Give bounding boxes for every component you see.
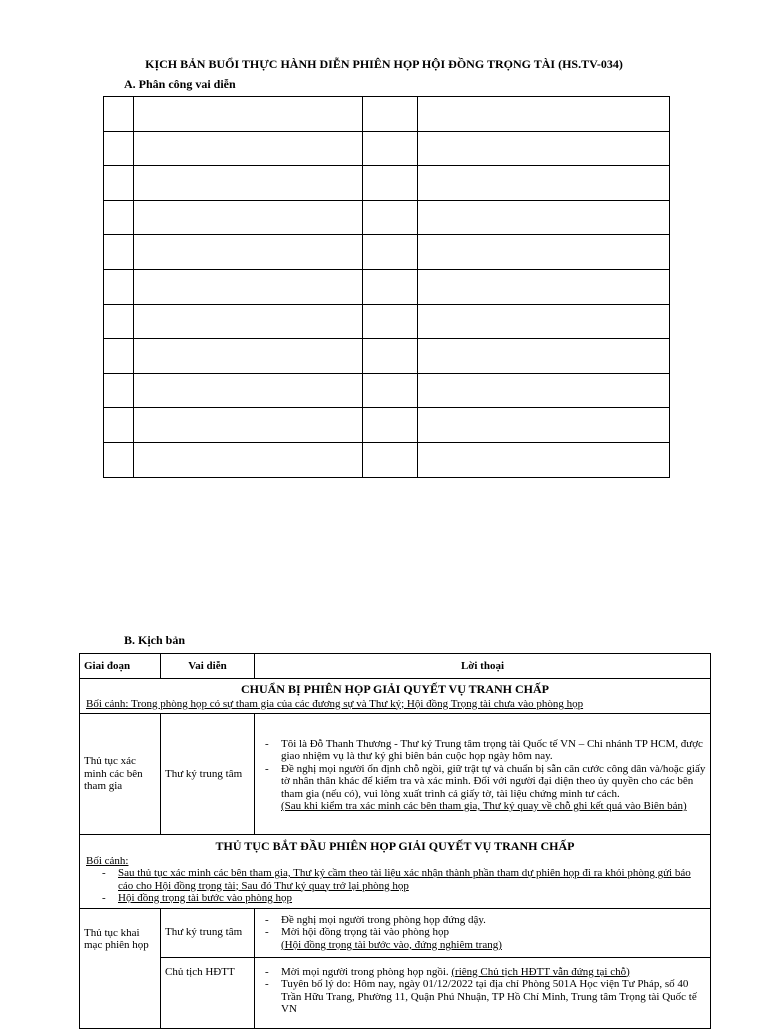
list-item: - Mời hội đồng trọng tài vào phòng họp (Hội đồng trọng tài bước vào, đứng nghiêm trang) — [255, 926, 706, 951]
table-row — [104, 339, 670, 374]
chair-note: (riêng Chủ tịch HĐTT vẫn đứng tại chỗ) — [451, 965, 630, 978]
table-cell — [104, 166, 134, 201]
table-cell — [363, 373, 418, 408]
table-cell — [134, 131, 363, 166]
table-cell — [104, 442, 134, 477]
table-cell — [134, 166, 363, 201]
table-cell — [104, 269, 134, 304]
stage2-role2-cell: Chủ tịch HĐTT — [161, 957, 255, 1028]
table-row — [104, 442, 670, 477]
table-row — [104, 97, 670, 132]
table-cell — [134, 97, 363, 132]
roles-table — [103, 96, 670, 478]
table-cell — [104, 131, 134, 166]
table-cell — [418, 269, 670, 304]
stage1-title: CHUẨN BỊ PHIÊN HỌP GIẢI QUYẾT VỤ TRANH CHẤP — [240, 682, 550, 696]
stage2-row-chair — [80, 957, 711, 1028]
stage2-phase-cell: Thủ tục khai mạc phiên họp — [80, 908, 161, 1028]
table-row — [104, 131, 670, 166]
table-cell — [134, 235, 363, 270]
table-cell — [363, 200, 418, 235]
table-cell — [363, 339, 418, 374]
script-header-row — [80, 654, 711, 679]
stage1-dialogue-cell — [255, 714, 711, 835]
table-cell — [418, 97, 670, 132]
table-cell — [418, 373, 670, 408]
table-cell — [134, 339, 363, 374]
table-cell — [104, 235, 134, 270]
table-cell — [418, 200, 670, 235]
table-cell — [104, 200, 134, 235]
table-cell — [104, 304, 134, 339]
header-role: Vai diễn — [161, 654, 255, 679]
table-cell — [134, 442, 363, 477]
table-cell — [134, 408, 363, 443]
list-item: - Tuyên bố lý do: Hôm nay, ngày 01/12/2022 tại địa chỉ Phòng 501A Học viện Tư Pháp, số 40 Trần Hữu Trang, Phường 11, Quận Phú Nhuận, TP Hồ Chí Minh, Trung tâm Trọng tài Quốc tế VN — [255, 978, 706, 1016]
table-cell — [418, 339, 670, 374]
stage2-heading-row — [80, 835, 711, 909]
table-cell — [104, 408, 134, 443]
table-cell — [134, 269, 363, 304]
table-row — [104, 373, 670, 408]
table-cell — [363, 235, 418, 270]
table-cell — [104, 339, 134, 374]
stage1-row — [80, 714, 711, 835]
header-dialogue: Lời thoại — [255, 654, 711, 679]
stage1-context: Bối cảnh: Trong phòng họp có sự tham gia của các đương sự và Thư ký; Hội đồng Trọng tài chưa vào phòng họp — [86, 697, 584, 710]
table-row — [104, 269, 670, 304]
header-phase: Giai đoạn — [80, 654, 161, 679]
section-a-heading: A. Phân công vai diễn — [124, 77, 236, 91]
table-row — [104, 235, 670, 270]
document-title: KỊCH BẢN BUỔI THỰC HÀNH DIỄN PHIÊN HỌP HỘI ĐỒNG TRỌNG TÀI (HS.TV-034) — [145, 57, 623, 71]
list-item: - Đề nghị mọi người ổn định chỗ ngồi, giữ trật tự và chuẩn bị sẵn căn cước công dân và/hoặc giấy tờ nhân thân khác để kiểm tra và xác minh. Đối với người đại diện theo ủy quyền cho các bên tham gia (nếu có), vui lòng xuất trình cả giấy tờ, tài liệu chứng minh tư cách. (Sau khi kiểm tra xác minh các bên tham gia, Thư ký quay về chỗ ghi kết quả vào Biên bản) — [255, 763, 706, 813]
list-item: - Sau thủ tục xác minh các bên tham gia, Thư ký cầm theo tài liệu xác nhận thành phần tham dự phiên họp đi ra khỏi phòng gửi báo cáo cho Hội đồng trọng tài; Sau đó Thư ký quay trở lại phòng họp — [86, 867, 704, 892]
table-cell — [104, 97, 134, 132]
stage1-role-cell: Thư ký trung tâm — [161, 714, 255, 835]
table-cell — [363, 304, 418, 339]
list-item: - Hội đồng trọng tài bước vào phòng họp — [86, 892, 704, 905]
table-cell — [418, 408, 670, 443]
stage2-role1-cell: Thư ký trung tâm — [161, 908, 255, 957]
script-table — [79, 653, 711, 1029]
stage2-dialogue2-cell — [255, 957, 711, 1028]
table-row — [104, 304, 670, 339]
table-cell — [418, 304, 670, 339]
table-cell — [418, 235, 670, 270]
list-item: - Mời mọi người trong phòng họp ngồi. (riêng Chủ tịch HĐTT vẫn đứng tại chỗ) — [255, 966, 706, 979]
table-cell — [418, 166, 670, 201]
table-cell — [363, 166, 418, 201]
table-cell — [363, 131, 418, 166]
table-cell — [363, 408, 418, 443]
stage2-dialogue1-cell — [255, 908, 711, 957]
stage2-row-secretary — [80, 908, 711, 957]
table-cell — [363, 442, 418, 477]
section-b-heading: B. Kịch bản — [124, 633, 186, 647]
stage1-note: (Sau khi kiểm tra xác minh các bên tham gia, Thư ký quay về chỗ ghi kết quả vào Biên bản) — [281, 800, 687, 812]
stage1-phase-cell: Thủ tục xác minh các bên tham gia — [80, 714, 161, 835]
table-cell — [363, 269, 418, 304]
table-cell — [134, 304, 363, 339]
table-cell — [104, 373, 134, 408]
stage2-title: THỦ TỤC BẮT ĐẦU PHIÊN HỌP GIẢI QUYẾT VỤ TRANH CHẤP — [215, 839, 575, 853]
list-item: - Tôi là Đỗ Thanh Thương - Thư ký Trung tâm trọng tài Quốc tế VN – Chi nhánh TP HCM, được giao nhiệm vụ là thư ký ghi biên bản cuộc họp ngày hôm nay. — [255, 738, 706, 763]
table-cell — [134, 200, 363, 235]
table-row — [104, 408, 670, 443]
table-cell — [363, 97, 418, 132]
table-cell — [134, 373, 363, 408]
table-row — [104, 200, 670, 235]
table-cell — [418, 131, 670, 166]
stage1-heading-row — [80, 679, 711, 714]
list-item: - Đề nghị mọi người trong phòng họp đứng dậy. — [255, 914, 706, 927]
table-cell — [418, 442, 670, 477]
stage2-context-label: Bối cảnh: — [86, 854, 129, 867]
stage2-note: (Hội đồng trọng tài bước vào, đứng nghiêm trang) — [281, 938, 502, 951]
table-row — [104, 166, 670, 201]
